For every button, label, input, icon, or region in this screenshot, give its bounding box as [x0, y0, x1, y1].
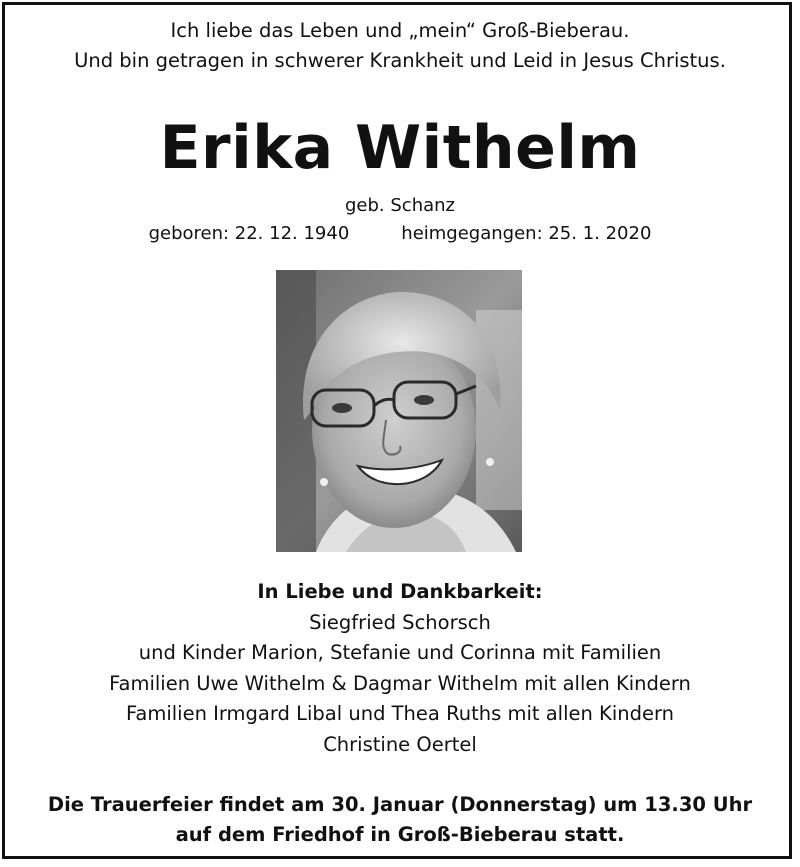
- mourner-line: Familien Irmgard Libal und Thea Ruths mit allen Kindern: [125, 702, 675, 725]
- funeral-line: Die Trauerfeier findet am 30. Januar (Donnerstag) um 13.30 Uhr: [47, 793, 753, 816]
- quote-line: Und bin getragen in schwerer Krankheit und Leid in Jesus Christus.: [74, 49, 726, 72]
- mourner-line: Christine Oertel: [323, 732, 477, 756]
- mourner-line: Familien Uwe Withelm & Dagmar Withelm mit allen Kindern: [109, 671, 691, 695]
- birth-date: geboren: 22. 12. 1940: [148, 223, 350, 244]
- mourner-line: und Kinder Marion, Stefanie und Corinna mit Familien: [138, 641, 662, 664]
- quote-line: Ich liebe das Leben und „mein“ Groß-Bieberau.: [170, 19, 630, 42]
- death-date: heimgegangen: 25. 1. 2020: [401, 223, 652, 244]
- deceased-name: Erika Withelm: [159, 113, 641, 183]
- mourner-line: Siegfried Schorsch: [309, 610, 491, 634]
- mourners-heading: In Liebe und Dankbarkeit:: [257, 580, 543, 603]
- funeral-line: auf dem Friedhof in Groß-Bieberau statt.: [175, 823, 625, 846]
- maiden-name: geb. Schanz: [345, 195, 455, 216]
- portrait-photo: [276, 270, 522, 552]
- quote: [0, 16, 800, 76]
- mourners: [0, 577, 800, 760]
- funeral-info: [0, 790, 800, 850]
- life-dates: [0, 221, 800, 247]
